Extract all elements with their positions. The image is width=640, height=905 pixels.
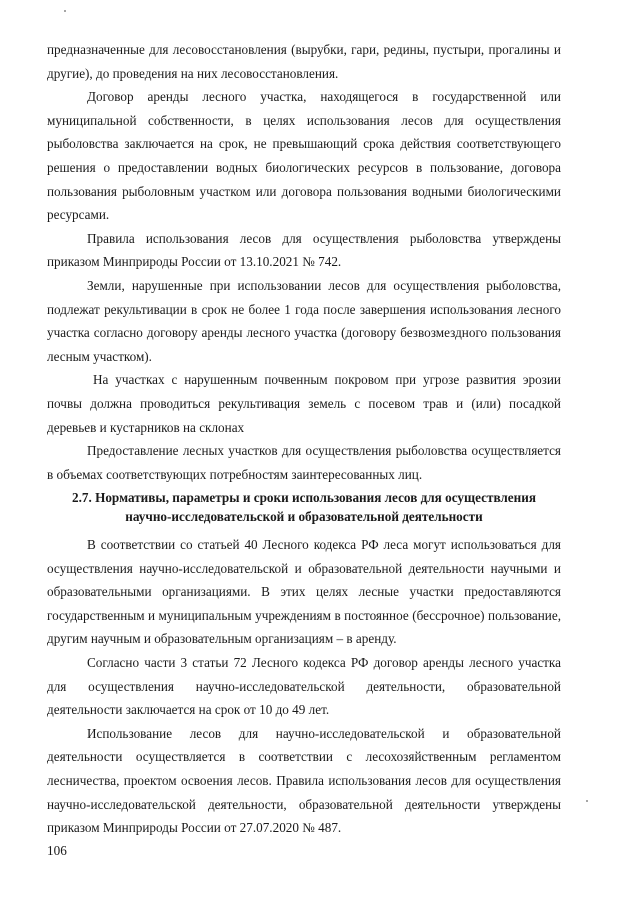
paragraph: Правила использования лесов для осуществления рыболовства утверждены приказом Минприроды России от 13.10.2021 № 742. — [47, 230, 561, 270]
paragraph: Договор аренды лесного участка, находящегося в государственной или муниципальной собственности, в целях использования лесов для осуществления рыболовства заключается на срок, не превышающий срока действия соответствующего решения о предоставлении водных биологических ресурсов в пользование, договора пользования рыболовным участком или договора пользования водными биологическими ресурсами. — [47, 89, 561, 223]
paragraph: Использование лесов для научно-исследовательской и образовательной деятельности осуществляется в соответствии с лесохозяйственным регламентом лесничества, проектом освоения лесов. Правила использования лесов для осуществления научно-исследовательской деятельности, образовательной деятельности утверждены приказом Минприроды России от 27.07.2020 № 487. — [47, 725, 561, 836]
paragraph: В соответствии со статьей 40 Лесного кодекса РФ леса могут использоваться для осуществления научно-исследовательской и образовательной деятельности научными и образовательными организациями. В этих целях лесные участки предоставляются государственным и муниципальным учреждениям в постоянное (бессрочное) пользование, другим научным и образовательным организациям – в аренду. — [47, 537, 561, 647]
paragraph: Предоставление лесных участков для осуществления рыболовства осуществляется в объемах соответствующих потребностям заинтересованных лиц. — [47, 443, 561, 482]
section-heading — [47, 488, 561, 526]
paragraph: предназначенные для лесовосстановления (вырубки, гари, редины, пустыри, прогалины и другие), до проведения на них лесовосстановления. — [47, 42, 561, 81]
page-number: 106 — [47, 843, 67, 858]
scan-speck — [64, 10, 66, 12]
text-block-fishing — [47, 38, 561, 486]
scan-speck — [586, 800, 588, 802]
text-block-research — [47, 533, 561, 840]
section-heading-line: научно-исследовательской и образовательной деятельности — [125, 509, 483, 524]
section-heading-line: 2.7. Нормативы, параметры и сроки использования лесов для осуществления — [72, 490, 536, 505]
paragraph: Согласно части 3 статьи 72 Лесного кодекса РФ договор аренды лесного участка для осуществления научно-исследовательской деятельности, образовательной деятельности заключается на срок от 10 до 49 лет. — [47, 654, 561, 718]
paragraph: На участках с нарушенным почвенным покровом при угрозе развития эрозии почвы должна проводиться рекультивация земель с посевом трав и (или) посадкой деревьев и кустарников на склонах — [47, 372, 561, 435]
paragraph: Земли, нарушенные при использовании лесов для осуществления рыболовства, подлежат рекультивации в срок не более 1 года после завершения использования лесного участка согласно договору аренды лесного участка (договору безвозмездного пользования лесным участком). — [47, 277, 561, 364]
